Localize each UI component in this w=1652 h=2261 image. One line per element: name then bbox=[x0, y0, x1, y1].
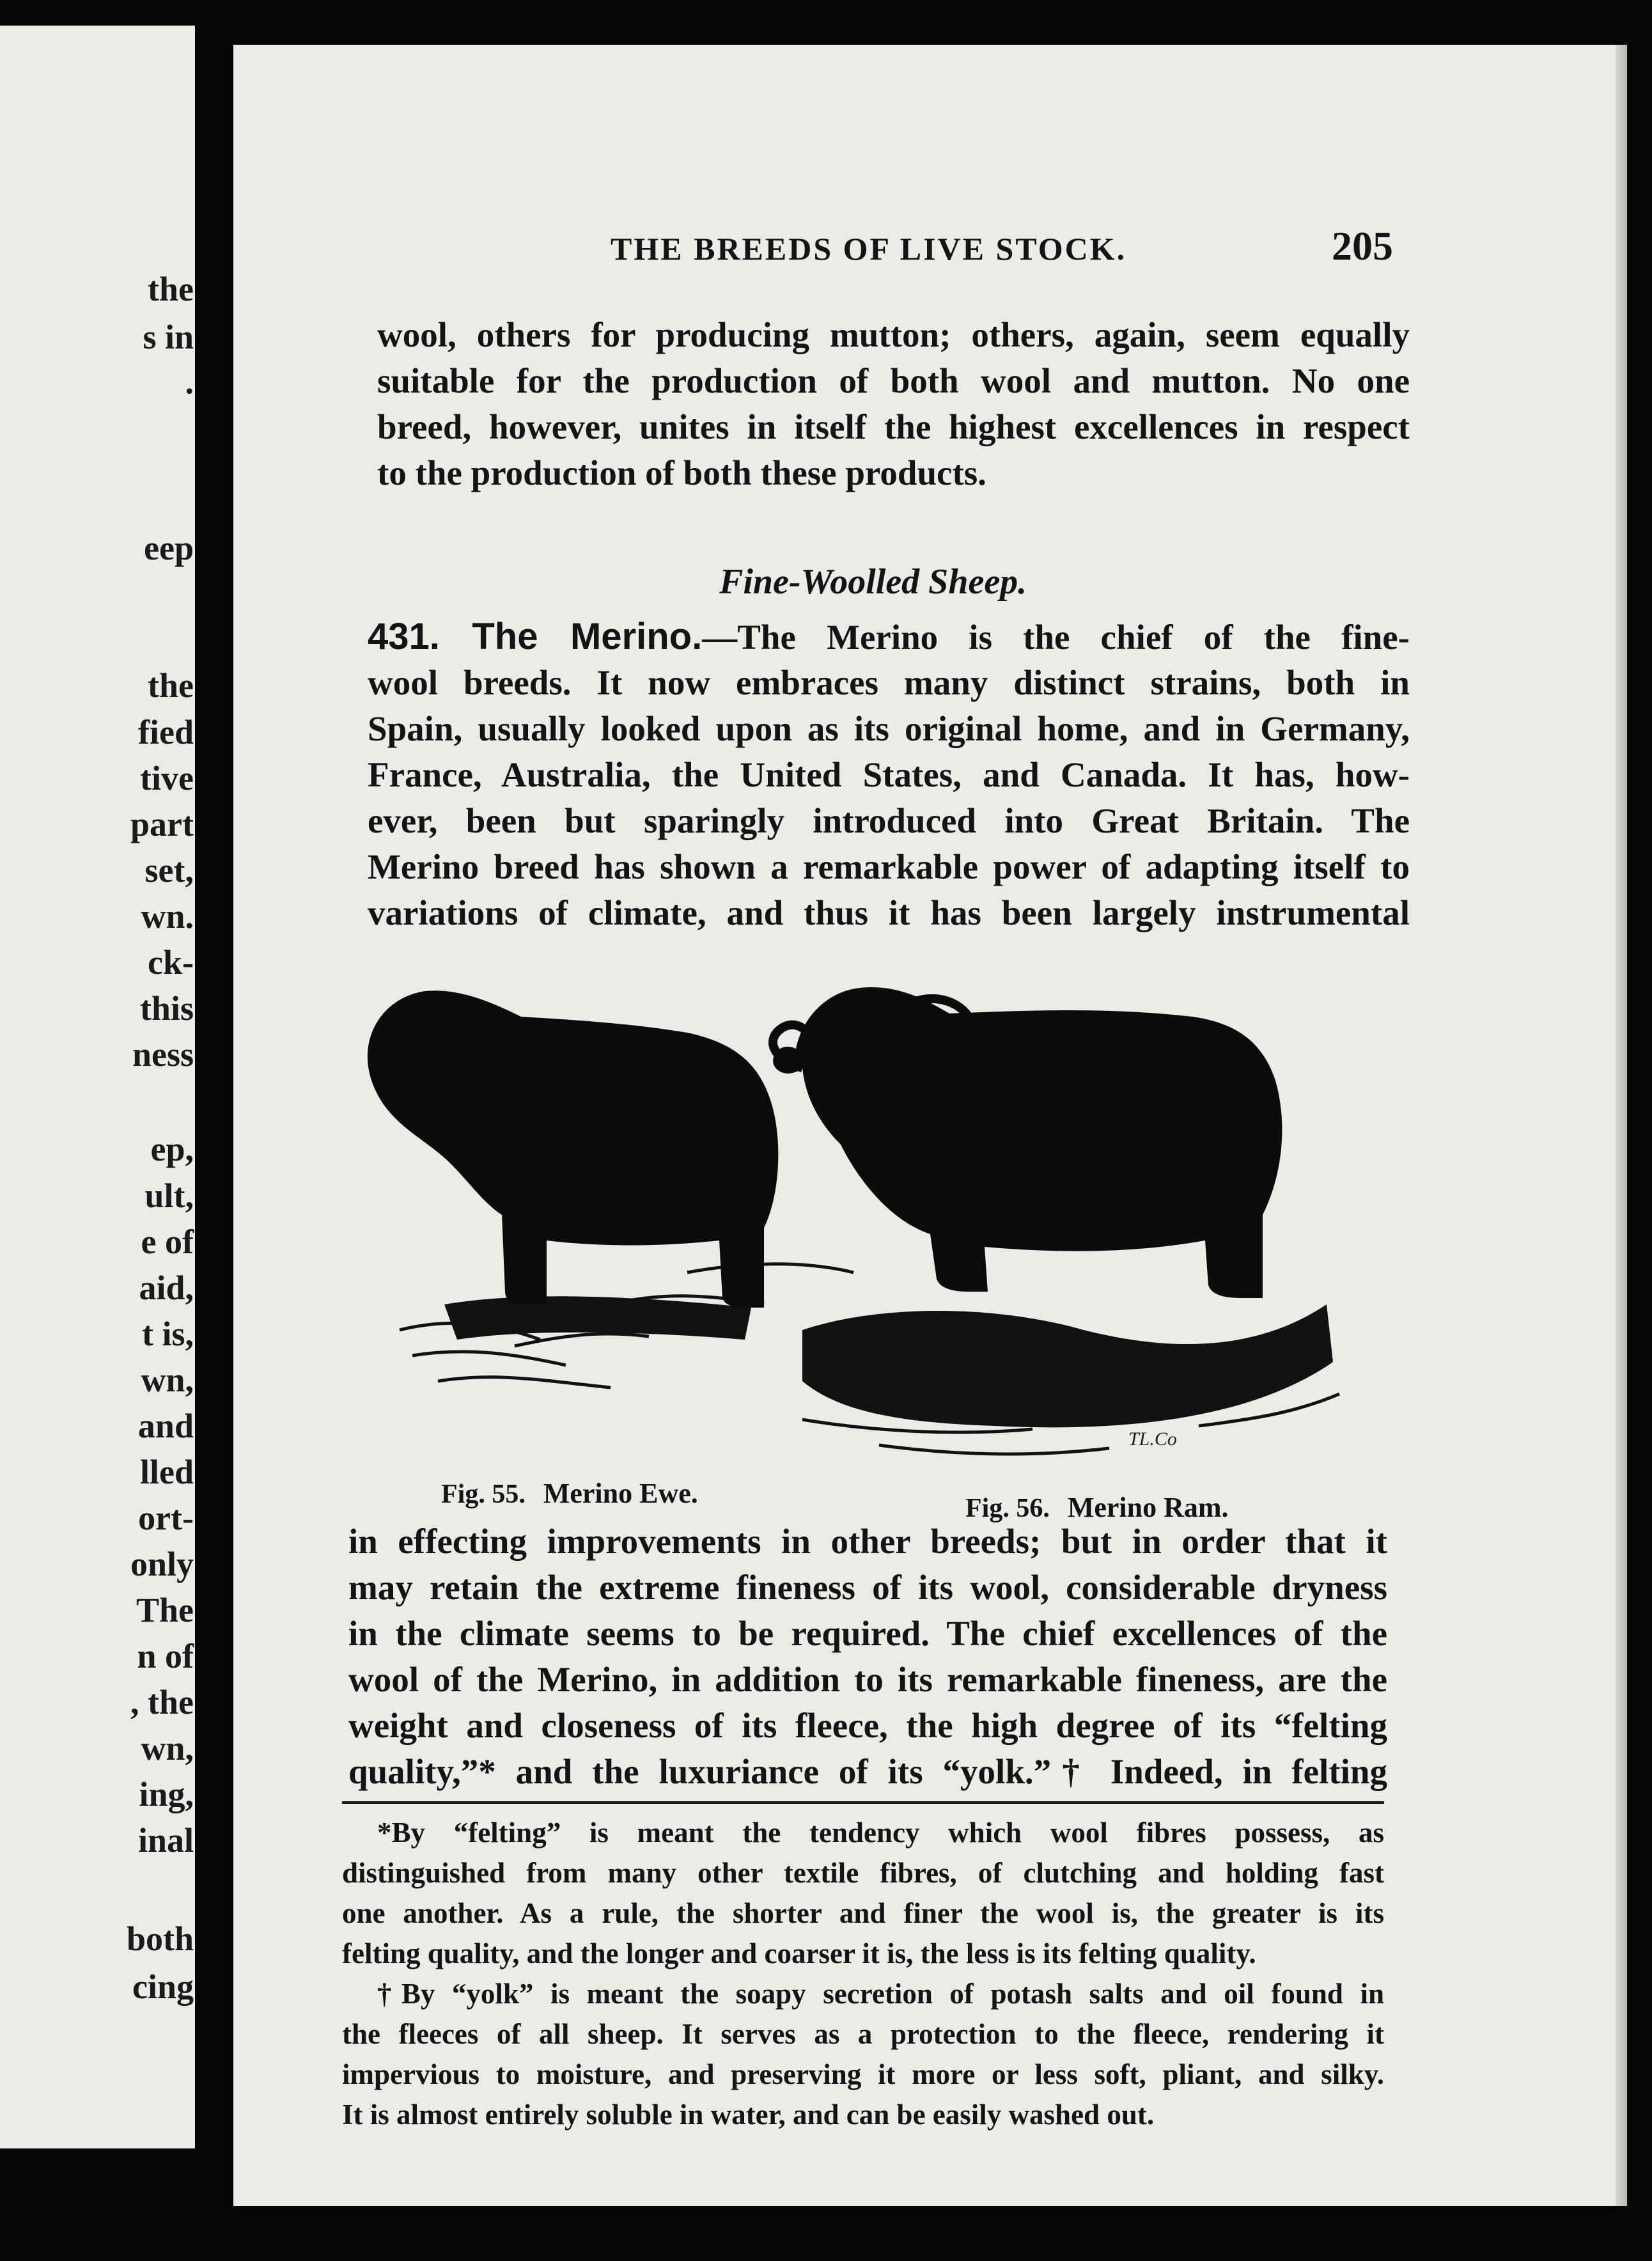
left-page-fragment: ness bbox=[132, 1035, 194, 1074]
left-page-fragment: fied bbox=[138, 713, 194, 751]
figure-title: Merino Ram. bbox=[1067, 1492, 1229, 1523]
text-line: suitable for the production of both wool and mutton. No one bbox=[377, 361, 1410, 400]
footnote-rule bbox=[342, 1801, 1384, 1804]
figure-number: Fig. 56. bbox=[965, 1494, 1050, 1523]
text-line: weight and closeness of its fleece, the high degree of its “felting bbox=[348, 1706, 1387, 1745]
figure-number: Fig. 55. bbox=[441, 1480, 526, 1509]
running-head: THE BREEDS OF LIVE STOCK. bbox=[611, 231, 1127, 267]
merino-ewe-figure bbox=[368, 990, 778, 1308]
left-page-fragment: lled bbox=[139, 1453, 194, 1491]
footnote-yolk-line: It is almost entirely soluble in water, and can be easily washed out. bbox=[342, 2099, 1155, 2131]
left-page-fragment: wn, bbox=[141, 1729, 194, 1767]
text-line: wool of the Merino, in addition to its remarkable fineness, are the bbox=[348, 1660, 1387, 1699]
merino-ram-figure bbox=[773, 987, 1282, 1298]
footnote-felting-line: *By “felting” is meant the tendency which wool fibres possess, as bbox=[377, 1817, 1384, 1849]
footnotes bbox=[342, 1813, 1384, 2135]
left-page-fragment: ep, bbox=[150, 1130, 194, 1168]
text-line: Spain, usually looked upon as its original home, and in Germany, bbox=[368, 709, 1410, 748]
section-heading: Fine-Woolled Sheep. bbox=[719, 562, 1027, 602]
left-page-fragment: the bbox=[148, 270, 194, 308]
paragraph-431 bbox=[368, 614, 1410, 936]
left-page-fragment: both bbox=[126, 1920, 194, 1958]
footnote-felting-line: felting quality, and the longer and coarser it is, the less is its felting quality. bbox=[342, 1937, 1256, 1969]
figure-caption-55 bbox=[441, 1477, 698, 1510]
left-page-fragment: s in bbox=[143, 318, 194, 356]
left-page-fragment: ult, bbox=[144, 1177, 194, 1215]
ground-shadow bbox=[444, 1296, 1333, 1427]
footnote-yolk-line: impervious to moisture, and preserving it more or less soft, pliant, and silky. bbox=[342, 2058, 1384, 2090]
left-page-fragment: ort- bbox=[138, 1499, 194, 1537]
text-line: in the climate seems to be required. The chief excellences of the bbox=[348, 1614, 1387, 1653]
left-page-fragment: the bbox=[148, 666, 194, 705]
left-page-fragment: eep bbox=[144, 529, 194, 567]
left-page-fragment: , the bbox=[130, 1683, 194, 1721]
text-line: France, Australia, the United States, and Canada. It has, how- bbox=[368, 755, 1410, 794]
footnote-yolk-line: †By “yolk” is meant the soapy secretion of potash salts and oil found in bbox=[377, 1978, 1384, 2010]
page-number: 205 bbox=[1332, 223, 1393, 269]
text-line: may retain the extreme fineness of its wool, considerable dryness bbox=[348, 1568, 1387, 1607]
text-line: variations of climate, and thus it has been largely instrumental bbox=[368, 893, 1410, 932]
left-facing-page bbox=[0, 26, 195, 2148]
text-line: wool, others for producing mutton; others, again, seem equally bbox=[377, 315, 1410, 354]
engraver-mark: TL.Co bbox=[1128, 1428, 1177, 1450]
left-page-fragment: cing bbox=[132, 1968, 194, 2006]
page-edge bbox=[1616, 45, 1627, 2206]
left-page-fragment: tive bbox=[140, 759, 194, 797]
footnote-felting-line: one another. As a rule, the shorter and finer the wool is, the greater is its bbox=[342, 1897, 1384, 1929]
book-gutter bbox=[195, 0, 233, 2261]
left-page-fragment: only bbox=[130, 1545, 194, 1583]
book-page bbox=[233, 45, 1627, 2206]
paragraph-first-line-text: —The Merino is the chief of the fine- bbox=[702, 618, 1410, 657]
left-page-fragment: inal bbox=[137, 1821, 194, 1859]
text-line: in effecting improvements in other breeds; but in order that it bbox=[348, 1522, 1387, 1561]
text-line: wool breeds. It now embraces many distinct strains, both in bbox=[368, 663, 1410, 702]
left-page-fragment: wn. bbox=[141, 897, 194, 935]
left-page-fragment: and bbox=[137, 1407, 194, 1445]
continuation-paragraph bbox=[348, 1519, 1387, 1795]
paragraph-title: 431. The Merino. bbox=[368, 616, 703, 657]
left-page-fragment: this bbox=[139, 989, 194, 1028]
left-page-fragment: . bbox=[185, 363, 194, 401]
left-page-fragment: ing, bbox=[139, 1775, 194, 1813]
left-page-fragment: aid, bbox=[139, 1269, 194, 1307]
left-page-fragment: part bbox=[130, 805, 194, 843]
left-page-fragment: The bbox=[136, 1591, 194, 1629]
text-line: quality,”* and the luxuriance of its “yolk.”† Indeed, in felting bbox=[348, 1752, 1387, 1791]
footnote-yolk-line: the fleeces of all sheep. It serves as a protection to the fleece, rendering it bbox=[342, 2018, 1384, 2050]
left-page-fragment: n of bbox=[137, 1637, 194, 1675]
intro-paragraph bbox=[377, 312, 1410, 496]
left-page-fragment: e of bbox=[141, 1223, 194, 1261]
text-line: to the production of both these products. bbox=[377, 453, 986, 492]
figure-title: Merino Ewe. bbox=[543, 1478, 698, 1509]
left-page-fragment: wn, bbox=[141, 1361, 194, 1399]
left-page-fragment: set, bbox=[144, 851, 194, 889]
text-line: ever, been but sparingly introduced into Great Britain. The bbox=[368, 801, 1410, 840]
text-line: breed, however, unites in itself the highest excellences in respect bbox=[377, 407, 1410, 446]
merino-engraving bbox=[355, 972, 1365, 1471]
left-page-fragment: ck- bbox=[148, 943, 194, 982]
left-page-fragment: t is, bbox=[142, 1315, 194, 1353]
paragraph-first-line bbox=[368, 614, 1410, 660]
footnote-felting-line: distinguished from many other textile fibres, of clutching and holding fast bbox=[342, 1857, 1384, 1889]
text-line: Merino breed has shown a remarkable power of adapting itself to bbox=[368, 847, 1410, 886]
